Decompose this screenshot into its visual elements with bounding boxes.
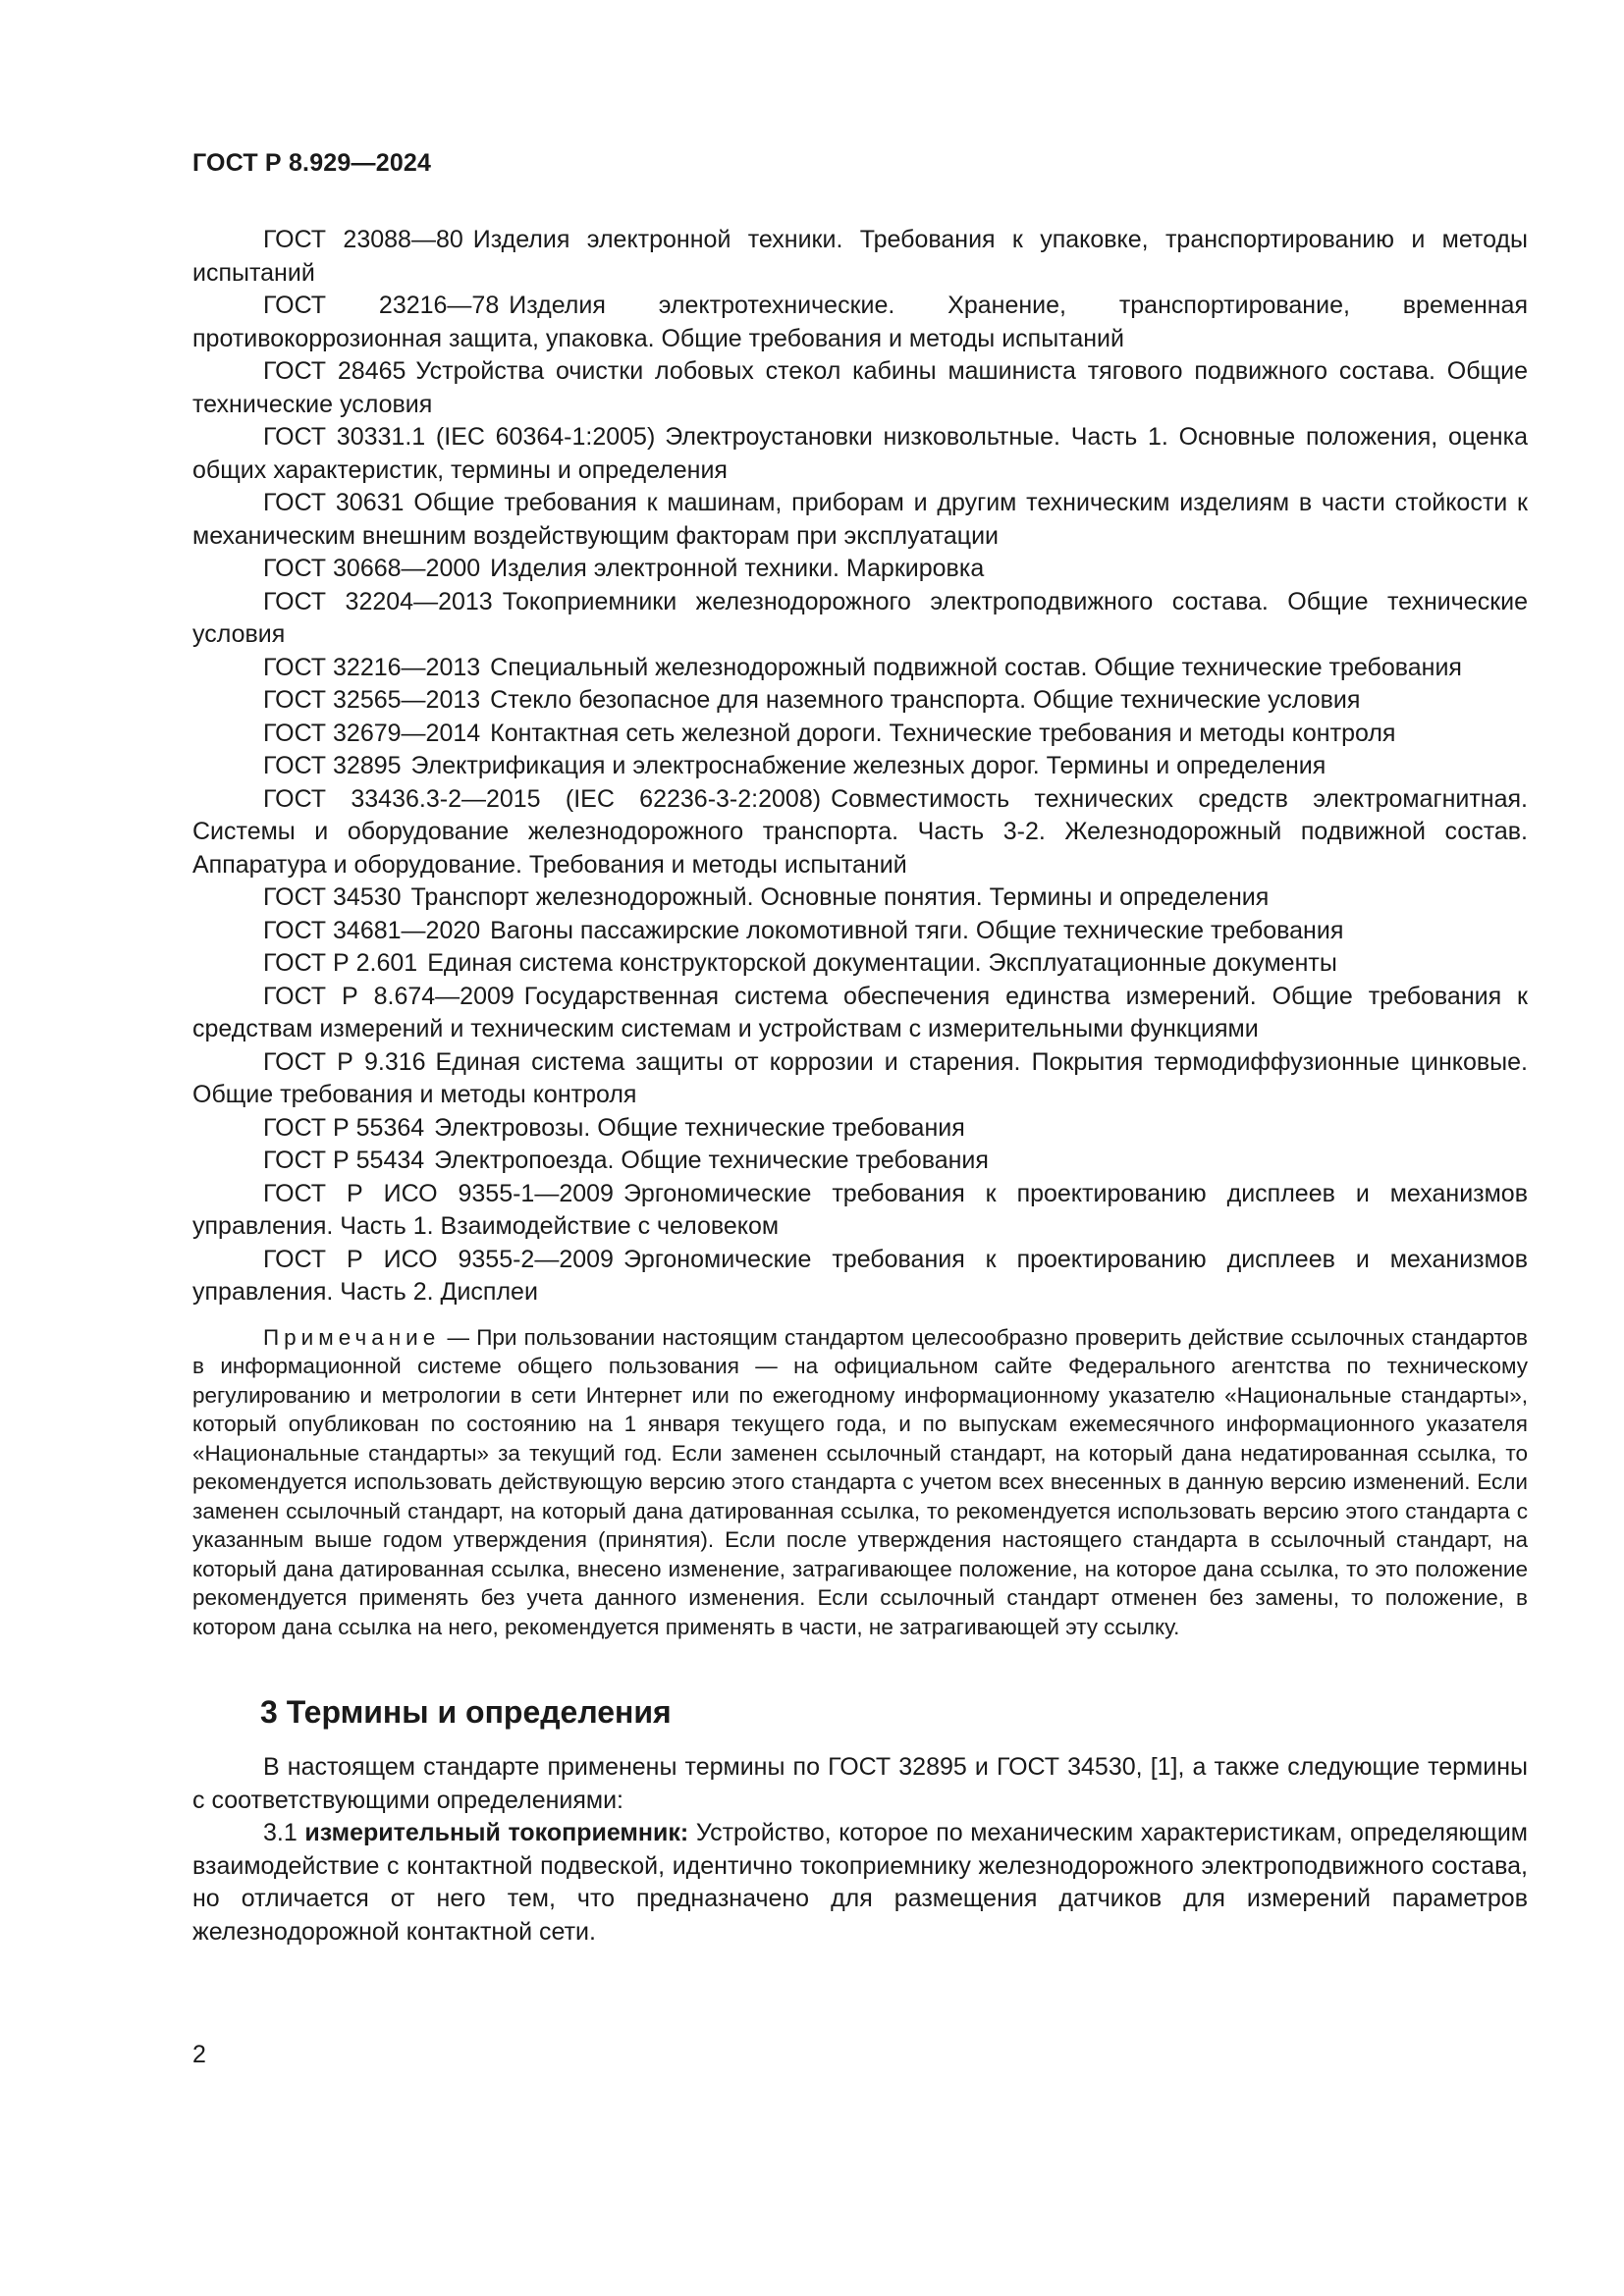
term-definition-item xyxy=(192,1817,1528,1949)
reference-code: ГОСТ Р 9.316 xyxy=(263,1047,426,1076)
reference-code: ГОСТ 32216—2013 xyxy=(263,653,481,681)
reference-item xyxy=(192,1112,1528,1146)
reference-title: Устройства очистки лобовых стекол кабины машиниста тягового подвижного состава. Общие технические условия xyxy=(192,357,1528,418)
document-header: ГОСТ Р 8.929—2024 xyxy=(192,149,432,177)
reference-code: ГОСТ 33436.3-2—2015 (IEC 62236-3-2:2008) xyxy=(263,784,822,813)
reference-title: Контактная сеть железной дороги. Технические требования и методы контроля xyxy=(490,719,1396,747)
reference-code: ГОСТ 34681—2020 xyxy=(263,916,481,944)
reference-item xyxy=(192,750,1528,783)
reference-code: ГОСТ Р 8.674—2009 xyxy=(263,982,514,1010)
reference-title: Изделия электротехнические. Хранение, транспортирование, временная противокоррозионная защита, упаковка. Общие требования и методы испытаний xyxy=(192,292,1528,352)
reference-title: Вагоны пассажирские локомотивной тяги. Общие технические требования xyxy=(490,916,1344,944)
reference-title: Эргономические требования к проектированию дисплеев и механизмов управления. Часть 2. Дисплеи xyxy=(192,1245,1528,1306)
term-number: 3.1 xyxy=(263,1819,298,1846)
page-content xyxy=(192,224,1528,1949)
reference-title: Стекло безопасное для наземного транспорта. Общие технические условия xyxy=(490,686,1361,714)
reference-title: Единая система конструкторской документации. Эксплуатационные документы xyxy=(427,949,1337,977)
reference-code: ГОСТ 32204—2013 xyxy=(263,587,493,615)
section-intro: В настоящем стандарте применены термины по ГОСТ 32895 и ГОСТ 34530, [1], а также следующие термины с соответствующими определениями: xyxy=(192,1753,1528,1814)
reference-code: ГОСТ 23216—78 xyxy=(263,292,500,319)
normative-references-list xyxy=(192,224,1528,1309)
reference-title: Единая система защиты от коррозии и старения. Покрытия термодиффузионные цинковые. Общие требования и методы контроля xyxy=(192,1047,1529,1108)
reference-title: Государственная система обеспечения единства измерений. Общие требования к средствам измерений и техническим системам и устройствам с измерительными функциями xyxy=(192,982,1528,1042)
reference-item xyxy=(192,1046,1528,1112)
reference-code: ГОСТ 30631 xyxy=(263,489,405,516)
reference-item xyxy=(192,421,1528,487)
reference-item xyxy=(192,947,1528,981)
reference-title: Общие требования к машинам, приборам и другим техническим изделиям в части стойкости к механическим внешним воздействующим факторам при эксплуатации xyxy=(192,489,1528,550)
reference-title: Изделия электронной техники. Требования к упаковке, транспортированию и методы испытаний xyxy=(192,226,1528,287)
reference-item xyxy=(192,553,1528,586)
reference-item xyxy=(192,881,1528,915)
section-body xyxy=(192,1751,1528,1949)
reference-code: ГОСТ Р 55434 xyxy=(263,1147,425,1174)
term-name: измерительный токоприемник: xyxy=(304,1819,689,1846)
section-heading: 3 Термины и определения xyxy=(260,1694,672,1730)
reference-code: ГОСТ 32679—2014 xyxy=(263,719,481,747)
reference-item xyxy=(192,652,1528,685)
reference-item xyxy=(192,718,1528,751)
reference-code: ГОСТ Р ИСО 9355-2—2009 xyxy=(263,1245,614,1273)
reference-item xyxy=(192,783,1528,882)
reference-title: Токоприемники железнодорожного электроподвижного состава. Общие технические условия xyxy=(192,587,1528,648)
note-text: — При пользовании настоящим стандартом целесообразно проверить действие ссылочных стандартов в информационной системе общего пользования — на официальном сайте Федерального агентства по техническому регулированию и метрологии в сети Интернет или по ежегодному информационному указателю «Национальные стандарты», который опубликован по состоянию на 1 января текущего года, и по выпускам ежемесячного информационного указателя «Национальные стандарты» за текущий год. Если заменен ссылочный стандарт, на который дана недатированная ссылка, то рекомендуется использовать действующую версию этого стандарта с учетом всех внесенных в данную версию изменений. Если заменен ссылочный стандарт, на который дана датированная ссылка, то рекомендуется использовать версию этого стандарта с указанным выше годом утверждения (принятия). Если после утверждения настоящего стандарта в ссылочный стандарт, на который дана датированная ссылка, внесено изменение, затрагивающее положение, на которое дана ссылка, то это положение рекомендуется применять без учета данного изменения. Если ссылочный стандарт отменен без замены, то положение, в котором дана ссылка на него, рекомендуется применять в части, не затрагивающей эту ссылку. xyxy=(192,1324,1528,1639)
reference-title: Электровозы. Общие технические требования xyxy=(434,1113,965,1142)
reference-item xyxy=(192,981,1528,1046)
reference-item xyxy=(192,684,1528,718)
note-label: Примечание xyxy=(263,1324,441,1350)
reference-item xyxy=(192,224,1528,290)
reference-title: Электропоезда. Общие технические требования xyxy=(434,1147,989,1174)
reference-code: ГОСТ 30668—2000 xyxy=(263,555,481,582)
reference-title: Электрификация и электроснабжение железных дорог. Термины и определения xyxy=(410,752,1326,779)
reference-item xyxy=(192,487,1528,553)
reference-code: ГОСТ 23088—80 xyxy=(263,226,463,253)
reference-title: Эргономические требования к проектированию дисплеев и механизмов управления. Часть 1. Взаимодействие с человеком xyxy=(192,1179,1528,1240)
reference-code: ГОСТ 32565—2013 xyxy=(263,686,481,714)
references-note xyxy=(192,1323,1528,1642)
reference-item xyxy=(192,290,1528,355)
reference-code: ГОСТ 28465 xyxy=(263,357,406,385)
reference-item xyxy=(192,355,1528,421)
reference-item xyxy=(192,1244,1528,1309)
reference-title: Электроустановки низковольтные. Часть 1. Основные положения, оценка общих характеристик, термины и определения xyxy=(192,423,1528,484)
reference-code: ГОСТ 32895 xyxy=(263,752,402,779)
reference-code: ГОСТ Р 2.601 xyxy=(263,949,418,977)
reference-code: ГОСТ 34530 xyxy=(263,883,402,911)
reference-code: ГОСТ 30331.1 (IEC 60364-1:2005) xyxy=(263,423,656,451)
reference-title: Совместимость технических средств электромагнитная. Системы и оборудование железнодорожного транспорта. Часть 3-2. Железнодорожный подвижной состав. Аппаратура и оборудование. Требования и методы испытаний xyxy=(192,784,1528,879)
reference-title: Изделия электронной техники. Маркировка xyxy=(490,555,985,582)
term-definition: Устройство, которое по механическим характеристикам, определяющим взаимодействие с контактной подвеской, идентично токоприемнику железнодорожного электроподвижного состава, но отличается от него тем, что предназначено для размещения датчиков для измерений параметров железнодорожной контактной сети. xyxy=(192,1819,1528,1946)
reference-item xyxy=(192,1178,1528,1244)
reference-item xyxy=(192,586,1528,652)
reference-item xyxy=(192,915,1528,948)
reference-item xyxy=(192,1145,1528,1178)
reference-code: ГОСТ Р ИСО 9355-1—2009 xyxy=(263,1179,614,1207)
page-number: 2 xyxy=(192,2041,206,2068)
reference-title: Транспорт железнодорожный. Основные понятия. Термины и определения xyxy=(410,883,1270,911)
reference-title: Специальный железнодорожный подвижной состав. Общие технические требования xyxy=(490,653,1462,681)
reference-code: ГОСТ Р 55364 xyxy=(263,1113,425,1142)
